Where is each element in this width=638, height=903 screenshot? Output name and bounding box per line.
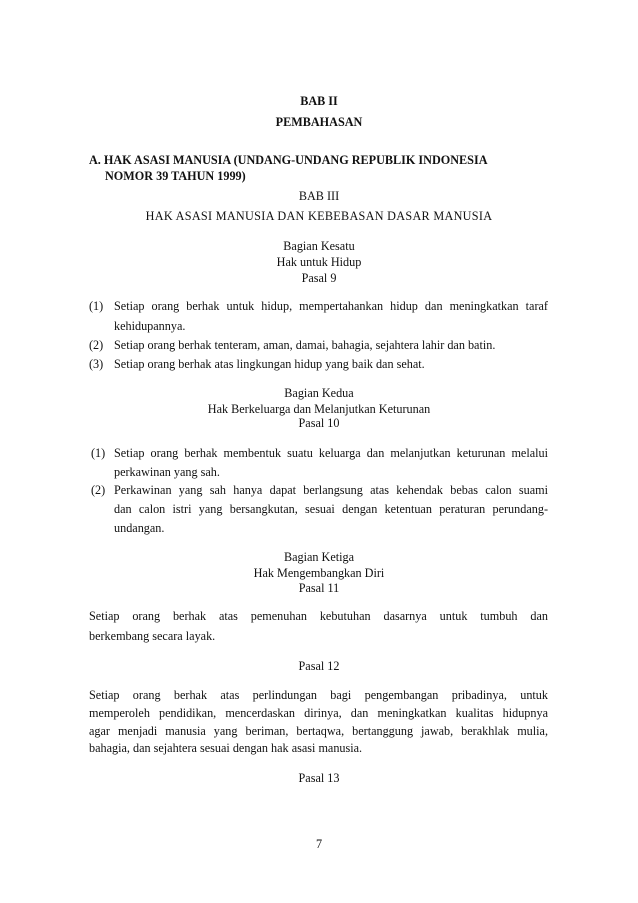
pasal-heading: Pasal 9 [301,271,337,285]
section-heading-line-2: NOMOR 39 TAHUN 1999) [105,169,246,183]
bagian-subtitle: Hak untuk Hidup [276,255,362,269]
item-text-line: kehidupannya. [114,319,186,333]
item-number: (3) [89,357,104,371]
paragraph-line: Setiap orang berhak atas pemenuhan kebutuhan dasarnya untuk tumbuh dan [89,609,548,623]
item-number: (1) [89,299,104,313]
chapter-title: PEMBAHASAN [275,115,363,129]
bagian-subtitle: Hak Berkeluarga dan Melanjutkan Keturunan [207,402,431,416]
chapter-heading: BAB II [300,94,338,108]
paragraph-line: memperoleh pendidikan, mencerdaskan dirinya, dan meningkatkan kualitas hidupnya [89,706,548,720]
paragraph-line: agar menjadi manusia yang beriman, bertaqwa, bertanggung jawab, berakhlak mulia, [89,724,548,738]
bagian-title: Bagian Ketiga [283,550,355,564]
item-text-line: Setiap orang berhak atas lingkungan hidup yang baik dan sehat. [114,357,425,371]
item-text-line: Setiap orang berhak tenteram, aman, damai, bahagia, sejahtera lahir dan batin. [114,338,496,352]
item-number: (2) [89,338,104,352]
item-text-line: Setiap orang berhak membentuk suatu keluarga dan melanjutkan keturunan melalui [114,446,548,460]
pasal-heading: Pasal 13 [298,771,340,785]
bab-title: HAK ASASI MANUSIA DAN KEBEBASAN DASAR MANUSIA [145,209,493,223]
item-text-line: undangan. [114,521,165,535]
bab-heading: BAB III [298,189,340,203]
section-heading-line-1: A. HAK ASASI MANUSIA (UNDANG-UNDANG REPUBLIK INDONESIA [89,153,488,167]
item-text-line: Setiap orang berhak untuk hidup, mempertahankan hidup dan meningkatkan taraf [114,299,548,313]
bagian-subtitle: Hak Mengembangkan Diri [253,566,385,580]
pasal-heading: Pasal 10 [298,416,340,430]
item-text-line: dan calon istri yang bersangkutan, sesuai dengan ketentuan peraturan perundang- [114,502,548,516]
paragraph-line: berkembang secara layak. [89,629,216,643]
page-number: 7 [315,837,323,851]
item-text-line: Perkawinan yang sah hanya dapat berlangsung atas kehendak bebas calon suami [114,483,548,497]
pasal-heading: Pasal 12 [298,659,340,673]
paragraph-line: Setiap orang berhak atas perlindungan bagi pengembangan pribadinya, untuk [89,688,548,702]
bagian-title: Bagian Kedua [284,386,354,400]
bagian-title: Bagian Kesatu [283,239,355,253]
pasal-heading: Pasal 11 [298,581,340,595]
item-number: (1) [91,446,106,460]
paragraph-line: bahagia, dan sejahtera sesuai dengan hak asasi manusia. [89,741,363,755]
item-text-line: perkawinan yang sah. [114,465,220,479]
item-number: (2) [91,483,106,497]
